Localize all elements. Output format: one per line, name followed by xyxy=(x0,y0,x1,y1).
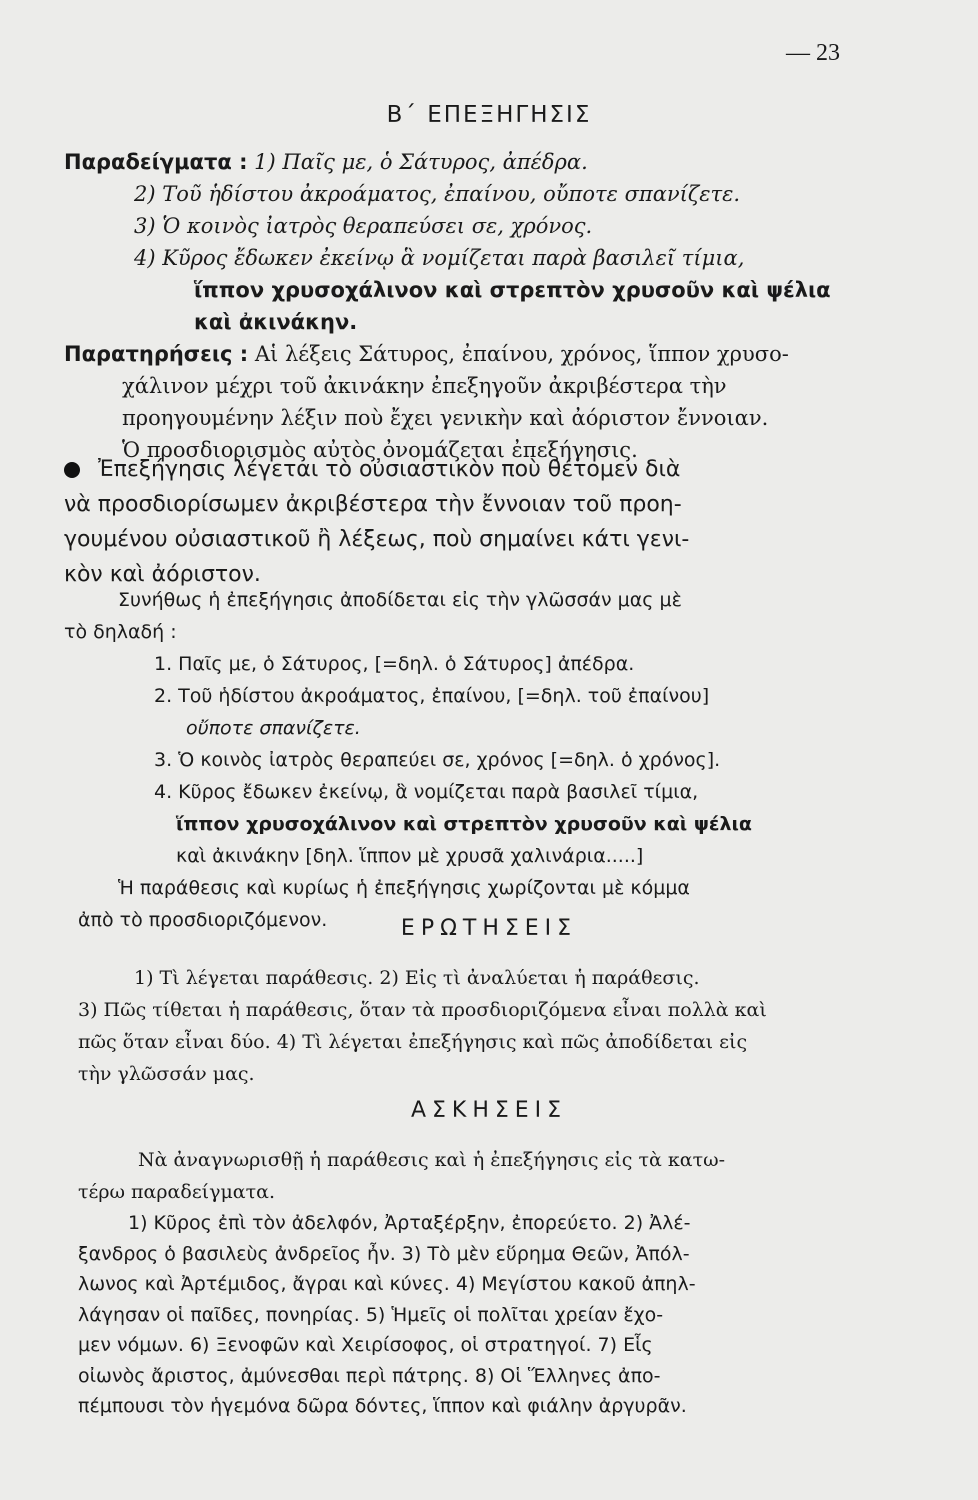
question-line: 1) Τὶ λέγεται παράθεσις. 2) Εἰς τὶ ἀναλύεται ἡ παράθεσις. xyxy=(134,967,700,989)
example-line: 1) Παῖς με, ὁ Σάτυρος, ἀπέδρα. xyxy=(254,150,588,174)
observation-line: Αἱ λέξεις Σάτυρος, ἐπαίνου, χρόνος, ἵππον χρυσο- xyxy=(254,342,789,366)
exercises-intro-line: τέρω παραδείγματα. xyxy=(78,1181,276,1203)
exercise-line: λάγησαν οἱ παῖδες, πονηρίας. 5) Ἡμεῖς οἱ πολῖται χρείαν ἔχο- xyxy=(78,1303,664,1326)
usage-closing: Ἡ παράθεσις καὶ κυρίως ἡ ἐπεξήγησις χωρίζονται μὲ κόμμα xyxy=(118,877,690,899)
usage-item: 3. Ὁ κοινὸς ἰατρὸς θεραπεύει σε, χρόνος [=δηλ. ὁ χρόνος]. xyxy=(154,749,721,771)
section-title: Β΄ ΕΠΕΞΗΓΗΣΙΣ xyxy=(386,102,592,128)
observation-line: Ὁ προσδιορισμὸς αὐτὸς ὀνομάζεται ἐπεξήγησις. xyxy=(122,438,638,462)
question-line: τὴν γλῶσσάν μας. xyxy=(78,1063,255,1085)
usage-item: καὶ ἀκινάκην [δηλ. ἵππον μὲ χρυσᾶ χαλινάρια.....] xyxy=(176,845,644,867)
examples-block xyxy=(64,146,854,338)
definition-line: κὸν καὶ ἀόριστον. xyxy=(64,562,261,587)
page-number: — 23 xyxy=(786,40,840,66)
observations-block xyxy=(64,338,854,466)
usage-closing: ἀπὸ τὸ προσδιοριζόμενον. xyxy=(78,909,328,931)
example-line: ἵππον χρυσοχάλινον καὶ στρεπτὸν χρυσοῦν καὶ ψέλια xyxy=(194,278,831,302)
exercise-line: λωνος καὶ Ἀρτέμιδος, ἄγραι καὶ κύνες. 4) Μεγίστου κακοῦ ἀπηλ- xyxy=(78,1273,696,1295)
observation-line: προηγουμένην λέξιν ποὺ ἔχει γενικὴν καὶ ἀόριστον ἔννοιαν. xyxy=(122,406,769,430)
example-line: 3) Ὁ κοινὸς ἰατρὸς θεραπεύσει σε, χρόνος. xyxy=(134,214,593,238)
example-line: 4) Κῦρος ἔδωκεν ἐκείνῳ ἃ νομίζεται παρὰ βασιλεῖ τίμια, xyxy=(134,246,745,270)
usage-item: 4. Κῦρος ἔδωκεν ἐκείνῳ, ἃ νομίζεται παρὰ βασιλεῖ τίμια, xyxy=(154,781,699,803)
exercise-line: ξανδρος ὁ βασιλεὺς ἀνδρεῖος ἦν. 3) Τὸ μὲν εὕρημα Θεῶν, Ἀπόλ- xyxy=(78,1242,690,1265)
exercise-line: μεν νόμων. 6) Ξενοφῶν καὶ Χειρίσοφος, οἱ στρατηγοί. 7) Εἷς xyxy=(78,1334,653,1356)
definition-line: Ἐπεξήγησις λέγεται τὸ οὐσιαστικὸν ποὺ θέτομεν διὰ xyxy=(98,457,681,482)
definition-block xyxy=(64,452,854,592)
questions-title: ΕΡΩΤΗΣΕΙΣ xyxy=(400,916,578,941)
exercises-title: ΑΣΚΗΣΕΙΣ xyxy=(410,1098,568,1123)
questions-block xyxy=(64,962,854,1090)
exercises-intro-line: Νὰ ἀναγνωρισθῇ ἡ παράθεσις καὶ ἡ ἐπεξήγησις εἰς τὰ κατω- xyxy=(138,1149,725,1171)
question-line: 3) Πῶς τίθεται ἡ παράθεσις, ὅταν τὰ προσδιοριζόμενα εἶναι πολλὰ καὶ xyxy=(78,999,767,1021)
examples-label: Παραδείγματα : xyxy=(64,150,248,174)
question-line: πῶς ὅταν εἶναι δύο. 4) Τὶ λέγεται ἐπεξήγησις καὶ πῶς ἀποδίδεται εἰς xyxy=(78,1031,748,1053)
usage-line: τὸ δηλαδή : xyxy=(64,621,177,643)
bullet-icon xyxy=(64,462,80,478)
usage-item: οὔποτε σπανίζετε. xyxy=(186,717,361,739)
observation-line: χάλινον μέχρι τοῦ ἀκινάκην ἐπεξηγοῦν ἀκριβέστερα τὴν xyxy=(122,374,727,398)
example-line: 2) Τοῦ ἡδίστου ἀκροάματος, ἐπαίνου, οὔποτε σπανίζετε. xyxy=(134,182,741,206)
usage-item: 2. Τοῦ ἡδίστου ἀκροάματος, ἐπαίνου, [=δηλ. τοῦ ἐπαίνου] xyxy=(154,685,710,707)
exercises-intro xyxy=(64,1144,854,1208)
exercise-line: οἰωνὸς ἄριστος, ἀμύνεσθαι περὶ πάτρης. 8) Οἱ Ἕλληνες ἀπο- xyxy=(78,1364,661,1387)
example-line: καὶ ἀκινάκην. xyxy=(194,310,358,334)
exercise-line: πέμπουσι τὸν ἡγεμόνα δῶρα δόντες, ἵππον καὶ φιάλην ἀργυρᾶν. xyxy=(78,1395,687,1417)
usage-block xyxy=(64,584,854,936)
observations-label: Παρατηρήσεις : xyxy=(64,342,249,366)
exercise-line: 1) Κῦρος ἐπὶ τὸν ἀδελφόν, Ἀρταξέρξην, ἐπορεύετο. 2) Ἀλέ- xyxy=(128,1212,691,1234)
definition-line: νὰ προσδιορίσωμεν ἀκριβέστερα τὴν ἔννοιαν τοῦ προη- xyxy=(64,492,682,517)
usage-item: 1. Παῖς με, ὁ Σάτυρος, [=δηλ. ὁ Σάτυρος] ἀπέδρα. xyxy=(154,653,635,675)
usage-item: ἵππον χρυσοχάλινον καὶ στρεπτὸν χρυσοῦν καὶ ψέλια xyxy=(176,813,752,835)
usage-line: Συνήθως ἡ ἐπεξήγησις ἀποδίδεται εἰς τὴν γλῶσσάν μας μὲ xyxy=(118,589,682,611)
definition-line: γουμένου οὐσιαστικοῦ ἢ λέξεως, ποὺ σημαίνει κάτι γενι- xyxy=(64,527,690,552)
exercises-block xyxy=(64,1208,854,1422)
